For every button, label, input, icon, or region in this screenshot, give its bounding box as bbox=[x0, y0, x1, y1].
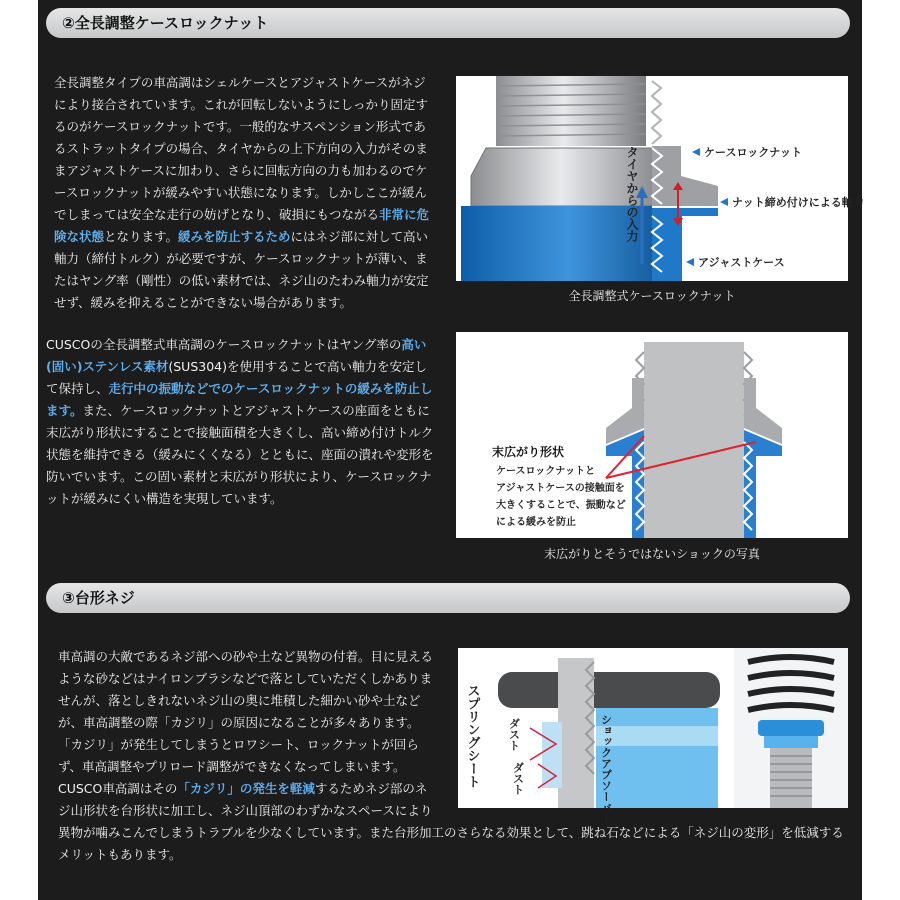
label-axial-force: ナット締め付けによる軸力 bbox=[732, 196, 864, 209]
label-case-lock-nut: ケースロックナット bbox=[704, 146, 803, 159]
body-text: するためネジ部のネジ山形状を台形状に加工し、ネジ山頂部のわずかなスペースにより異物が噛みこんでしまうトラブルを少なくしています。また台形加工のさらなる効果として、跳ね石などによる「ネジ山の変形」を低減するメリットもあります。 bbox=[58, 781, 844, 862]
highlight-text: 「カジリ」の発生を軽減 bbox=[177, 781, 315, 796]
label-flared-line4: による緩みを防止 bbox=[496, 517, 576, 528]
section2-paragraph-1 bbox=[54, 72, 436, 314]
highlight-text: 走行中の振動などでのケースロックナットの緩みを防止します。 bbox=[46, 381, 433, 418]
section-title-case-lock-nut: ②全長調整ケースロックナット bbox=[46, 8, 850, 38]
section2-paragraph-2 bbox=[46, 334, 436, 510]
body-text: また、ケースロックナットとアジャストケースの座面をともに末広がり形状にすることで接触面積を大きくし、高い締め付けトルク状態を維持できる（緩みにくくなる）とともに、座面の潰れや変形を防いでいます。この固い素材と末広がり形状により、ケースロックナットが緩みにくい構造を実現しています。 bbox=[46, 403, 434, 506]
label-flared-line3: 大きくすることで、振動など bbox=[496, 500, 626, 511]
label-tire-input: タイヤからの入力 bbox=[625, 146, 639, 242]
figure2-caption: 末広がりとそうではないショックの写真 bbox=[544, 547, 760, 561]
highlight-text: 非常に危険な状態 bbox=[54, 207, 430, 244]
body-text: にはネジ部に対して高い軸力（締付トルク）が必要ですが、ケースロックナットが薄い、またはヤング率（剛性）の低い素材では、ネジ山のたわみ軸力が安定せず、緩みを抑えることができない場合があります。 bbox=[54, 229, 429, 310]
section-title-trapezoid-thread: ③台形ネジ bbox=[46, 583, 850, 613]
body-text: (SUS304)を使用することで高い軸力を安定して保持し、 bbox=[46, 359, 428, 396]
case-lock-nut-diagram bbox=[456, 76, 864, 281]
label-spring-seat: スプリングシート bbox=[464, 684, 480, 788]
body-text: 車高調の大敵であるネジ部への砂や土など異物の付着。目に見えるような砂などはナイロンブラシなどで落としていただくしかありませんが、落としきれないネジ山の奥に堆積した細かい砂や土などが、車高調整の際「カジリ」の原因になることが多々あります。「カジリ」が発生してしまうとロワシート、ロックナットが回らず、車高調整やプリロード調整ができなくなってしまいます。CUSCO車高調はその bbox=[58, 649, 434, 796]
figure1-caption: 全長調整式ケースロックナット bbox=[568, 289, 736, 303]
body-text: 全長調整タイプの車高調はシェルケースとアジャストケースがネジにより接合されています。これが回転しないようにしっかり固定するのがケースロックナットです。一般的なサスペンション形式であるストラットタイプの場合、タイヤからの上下方向の入力がそのままアジャストケースに加わり、さらに回転方向の力も加わるのでケースロックナットが緩みやすい状態になります。しかしここが緩んでしまっては安全な走行の妨げとなり、破損にもつながる bbox=[54, 75, 429, 222]
body-text: となります。 bbox=[104, 229, 179, 244]
body-text: CUSCOの全長調整式車高調のケースロックナットはヤング率の bbox=[46, 337, 402, 352]
content-panel bbox=[38, 0, 862, 900]
highlight-text: 緩みを防止するため bbox=[178, 229, 291, 244]
label-flared-line2: アジャストケースの接触面を bbox=[496, 483, 625, 494]
flared-shape-diagram bbox=[456, 332, 848, 538]
trapezoid-thread-diagram bbox=[458, 648, 848, 824]
label-dust-top: ダスト bbox=[507, 718, 521, 751]
highlight-text: 高い(固い)ステンレス素材 bbox=[46, 337, 427, 374]
label-adjust-case: アジャストケース bbox=[698, 256, 785, 269]
label-flared-line1: ケースロックナットと bbox=[496, 466, 596, 477]
label-shock-absorber: ショックアブソーバー bbox=[599, 714, 613, 824]
label-dust-bottom: ダスト bbox=[511, 762, 525, 795]
label-flared-shape: 末広がり形状 bbox=[492, 445, 565, 459]
